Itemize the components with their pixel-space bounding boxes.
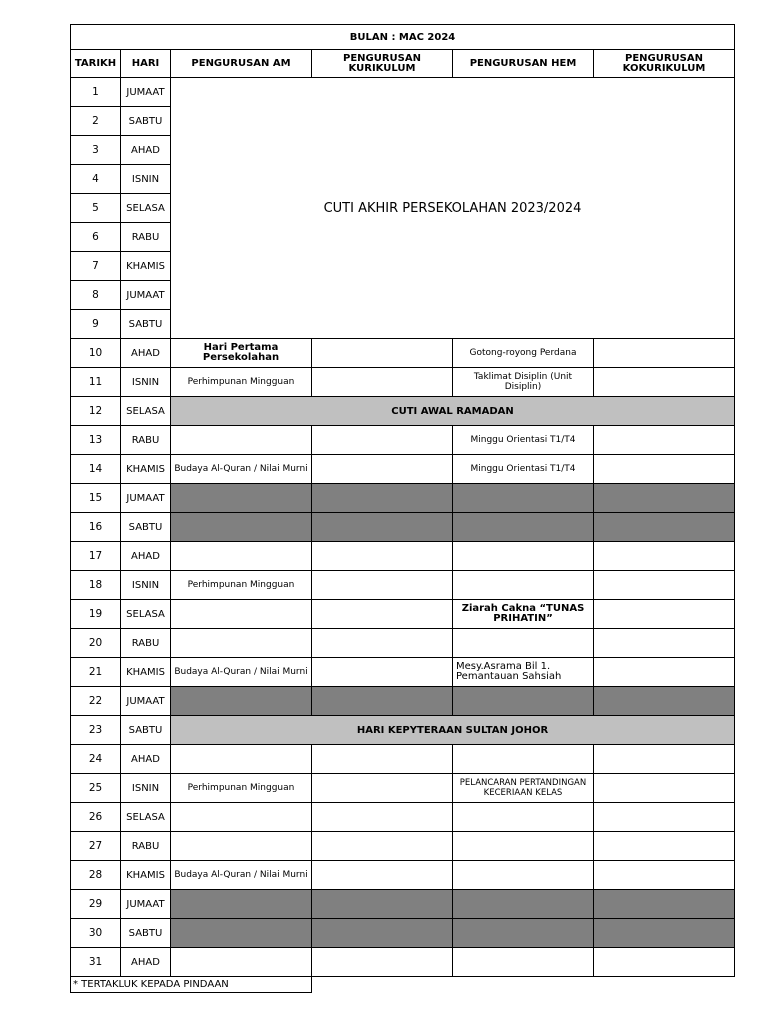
date-cell: 15 — [71, 484, 121, 513]
activity-cell-kokurikulum — [594, 600, 735, 629]
table-row — [71, 890, 735, 919]
day-cell: RABU — [121, 832, 171, 861]
date-cell: 26 — [71, 803, 121, 832]
activity-cell-kurikulum — [312, 629, 453, 658]
activity-cell-kurikulum — [312, 745, 453, 774]
activity-cell-kokurikulum — [594, 368, 735, 397]
day-cell: JUMAAT — [121, 687, 171, 716]
shaded-cell-hem — [453, 890, 594, 919]
day-cell: KHAMIS — [121, 861, 171, 890]
date-cell: 13 — [71, 426, 121, 455]
date-cell: 3 — [71, 136, 121, 165]
date-cell: 18 — [71, 571, 121, 600]
activity-cell-hem — [453, 745, 594, 774]
activity-cell-kurikulum — [312, 803, 453, 832]
column-header-hem: PENGURUSAN HEM — [453, 50, 594, 78]
activity-cell-kurikulum — [312, 600, 453, 629]
day-cell: SABTU — [121, 310, 171, 339]
activity-cell-hem: PELANCARAN PERTANDINGAN KECERIAAN KELAS — [453, 774, 594, 803]
activity-cell-kokurikulum — [594, 629, 735, 658]
day-cell: SABTU — [121, 107, 171, 136]
table-row — [71, 832, 735, 861]
footnote: * TERTAKLUK KEPADA PINDAAN — [71, 977, 312, 993]
holiday-cell: CUTI AWAL RAMADAN — [171, 397, 735, 426]
activity-cell-kurikulum — [312, 861, 453, 890]
activity-cell-hem: Minggu Orientasi T1/T4 — [453, 455, 594, 484]
activity-cell-hem — [453, 629, 594, 658]
date-cell: 9 — [71, 310, 121, 339]
date-cell: 29 — [71, 890, 121, 919]
title-row — [71, 25, 735, 50]
activity-cell-kokurikulum — [594, 455, 735, 484]
activity-cell-am: Budaya Al-Quran / Nilai Murni — [171, 658, 312, 687]
date-cell: 27 — [71, 832, 121, 861]
day-cell: SELASA — [121, 194, 171, 223]
date-cell: 4 — [71, 165, 121, 194]
shaded-cell-hem — [453, 919, 594, 948]
activity-cell-kokurikulum — [594, 339, 735, 368]
day-cell: RABU — [121, 223, 171, 252]
activity-cell-hem — [453, 542, 594, 571]
shaded-cell-kokurikulum — [594, 484, 735, 513]
date-cell: 17 — [71, 542, 121, 571]
date-cell: 7 — [71, 252, 121, 281]
table-row — [71, 426, 735, 455]
shaded-cell-hem — [453, 513, 594, 542]
shaded-cell-hem — [453, 484, 594, 513]
date-cell: 24 — [71, 745, 121, 774]
activity-cell-am: Budaya Al-Quran / Nilai Murni — [171, 861, 312, 890]
shaded-cell-kokurikulum — [594, 513, 735, 542]
day-cell: SELASA — [121, 397, 171, 426]
table-row — [71, 658, 735, 687]
activity-cell-am — [171, 948, 312, 977]
activity-cell-hem — [453, 861, 594, 890]
activity-cell-kokurikulum — [594, 861, 735, 890]
table-row — [71, 803, 735, 832]
activity-cell-kurikulum — [312, 339, 453, 368]
activity-cell-kurikulum — [312, 426, 453, 455]
date-cell: 22 — [71, 687, 121, 716]
day-cell: JUMAAT — [121, 890, 171, 919]
shaded-cell-am — [171, 890, 312, 919]
activity-cell-kurikulum — [312, 832, 453, 861]
calendar-table — [70, 24, 735, 993]
activity-cell-kurikulum — [312, 774, 453, 803]
day-cell: AHAD — [121, 745, 171, 774]
column-header-tarikh: TARIKH — [71, 50, 121, 78]
column-header-hari: HARI — [121, 50, 171, 78]
activity-cell-hem: Minggu Orientasi T1/T4 — [453, 426, 594, 455]
calendar-body — [71, 78, 735, 977]
day-cell: ISNIN — [121, 571, 171, 600]
day-cell: AHAD — [121, 339, 171, 368]
table-row — [71, 571, 735, 600]
activity-cell-kokurikulum — [594, 745, 735, 774]
day-cell: SELASA — [121, 600, 171, 629]
table-row — [71, 919, 735, 948]
activity-cell-hem: Mesy.Asrama Bil 1. Pemantauan Sahsiah — [453, 658, 594, 687]
table-row — [71, 629, 735, 658]
activity-cell-am — [171, 600, 312, 629]
activity-cell-am — [171, 832, 312, 861]
date-cell: 11 — [71, 368, 121, 397]
activity-cell-kokurikulum — [594, 832, 735, 861]
date-cell: 25 — [71, 774, 121, 803]
shaded-cell-kurikulum — [312, 890, 453, 919]
day-cell: JUMAAT — [121, 281, 171, 310]
day-cell: SABTU — [121, 716, 171, 745]
activity-cell-kokurikulum — [594, 803, 735, 832]
table-row — [71, 368, 735, 397]
activity-cell-am: Budaya Al-Quran / Nilai Murni — [171, 455, 312, 484]
day-cell: ISNIN — [121, 368, 171, 397]
column-header-row — [71, 50, 735, 78]
activity-cell-hem: Ziarah Cakna “TUNAS PRIHATIN” — [453, 600, 594, 629]
date-cell: 14 — [71, 455, 121, 484]
day-cell: ISNIN — [121, 165, 171, 194]
shaded-cell-kokurikulum — [594, 687, 735, 716]
shaded-cell-kokurikulum — [594, 919, 735, 948]
holiday-cell: HARI KEPYTERAAN SULTAN JOHOR — [171, 716, 735, 745]
day-cell: ISNIN — [121, 774, 171, 803]
column-header-am: PENGURUSAN AM — [171, 50, 312, 78]
footnote-blank — [453, 977, 594, 993]
activity-cell-kurikulum — [312, 455, 453, 484]
activity-cell-kokurikulum — [594, 426, 735, 455]
activity-cell-kokurikulum — [594, 571, 735, 600]
day-cell: SELASA — [121, 803, 171, 832]
table-row — [71, 484, 735, 513]
activity-cell-kokurikulum — [594, 542, 735, 571]
activity-cell-kokurikulum — [594, 948, 735, 977]
table-row — [71, 513, 735, 542]
activity-cell-kurikulum — [312, 571, 453, 600]
shaded-cell-kurikulum — [312, 687, 453, 716]
activity-cell-hem — [453, 571, 594, 600]
activity-cell-am — [171, 629, 312, 658]
date-cell: 28 — [71, 861, 121, 890]
activity-cell-am: Perhimpunan Mingguan — [171, 774, 312, 803]
activity-cell-hem — [453, 803, 594, 832]
column-header-kokurikulum: PENGURUSAN KOKURIKULUM — [594, 50, 735, 78]
date-cell: 30 — [71, 919, 121, 948]
footnote-blank — [312, 977, 453, 993]
activity-cell-kokurikulum — [594, 658, 735, 687]
activity-cell-am — [171, 426, 312, 455]
long-break-cell: CUTI AKHIR PERSEKOLAHAN 2023/2024 — [171, 78, 735, 339]
date-cell: 2 — [71, 107, 121, 136]
activity-cell-am — [171, 745, 312, 774]
activity-cell-am — [171, 542, 312, 571]
table-row — [71, 774, 735, 803]
day-cell: SABTU — [121, 513, 171, 542]
shaded-cell-kurikulum — [312, 484, 453, 513]
activity-cell-kurikulum — [312, 368, 453, 397]
day-cell: KHAMIS — [121, 252, 171, 281]
day-cell: JUMAAT — [121, 78, 171, 107]
date-cell: 8 — [71, 281, 121, 310]
table-row — [71, 716, 735, 745]
activity-cell-kurikulum — [312, 658, 453, 687]
table-row — [71, 339, 735, 368]
table-row — [71, 745, 735, 774]
column-header-kurikulum: PENGURUSAN KURIKULUM — [312, 50, 453, 78]
date-cell: 23 — [71, 716, 121, 745]
activity-cell-hem: Taklimat Disiplin (Unit Disiplin) — [453, 368, 594, 397]
date-cell: 19 — [71, 600, 121, 629]
activity-cell-am — [171, 803, 312, 832]
activity-cell-am: Perhimpunan Mingguan — [171, 571, 312, 600]
day-cell: KHAMIS — [121, 455, 171, 484]
shaded-cell-am — [171, 687, 312, 716]
activity-cell-kokurikulum — [594, 774, 735, 803]
date-cell: 16 — [71, 513, 121, 542]
shaded-cell-kokurikulum — [594, 890, 735, 919]
activity-cell-kurikulum — [312, 542, 453, 571]
table-row — [71, 455, 735, 484]
day-cell: JUMAAT — [121, 484, 171, 513]
shaded-cell-kurikulum — [312, 513, 453, 542]
date-cell: 10 — [71, 339, 121, 368]
footnote-blank — [594, 977, 735, 993]
day-cell: RABU — [121, 426, 171, 455]
activity-cell-am: Hari Pertama Persekolahan — [171, 339, 312, 368]
shaded-cell-am — [171, 513, 312, 542]
table-row — [71, 861, 735, 890]
shaded-cell-hem — [453, 687, 594, 716]
date-cell: 1 — [71, 78, 121, 107]
date-cell: 21 — [71, 658, 121, 687]
day-cell: AHAD — [121, 542, 171, 571]
activity-cell-am: Perhimpunan Mingguan — [171, 368, 312, 397]
date-cell: 20 — [71, 629, 121, 658]
table-row — [71, 600, 735, 629]
day-cell: SABTU — [121, 919, 171, 948]
shaded-cell-am — [171, 484, 312, 513]
footnote-row — [71, 977, 735, 993]
date-cell: 5 — [71, 194, 121, 223]
date-cell: 6 — [71, 223, 121, 252]
month-title: BULAN : MAC 2024 — [71, 25, 735, 50]
table-row — [71, 687, 735, 716]
day-cell: RABU — [121, 629, 171, 658]
day-cell: AHAD — [121, 136, 171, 165]
table-row — [71, 948, 735, 977]
activity-cell-hem — [453, 948, 594, 977]
table-row — [71, 78, 735, 107]
table-row — [71, 542, 735, 571]
day-cell: AHAD — [121, 948, 171, 977]
activity-cell-kurikulum — [312, 948, 453, 977]
shaded-cell-kurikulum — [312, 919, 453, 948]
day-cell: KHAMIS — [121, 658, 171, 687]
date-cell: 31 — [71, 948, 121, 977]
activity-cell-hem — [453, 832, 594, 861]
shaded-cell-am — [171, 919, 312, 948]
date-cell: 12 — [71, 397, 121, 426]
table-row — [71, 397, 735, 426]
activity-cell-hem: Gotong-royong Perdana — [453, 339, 594, 368]
